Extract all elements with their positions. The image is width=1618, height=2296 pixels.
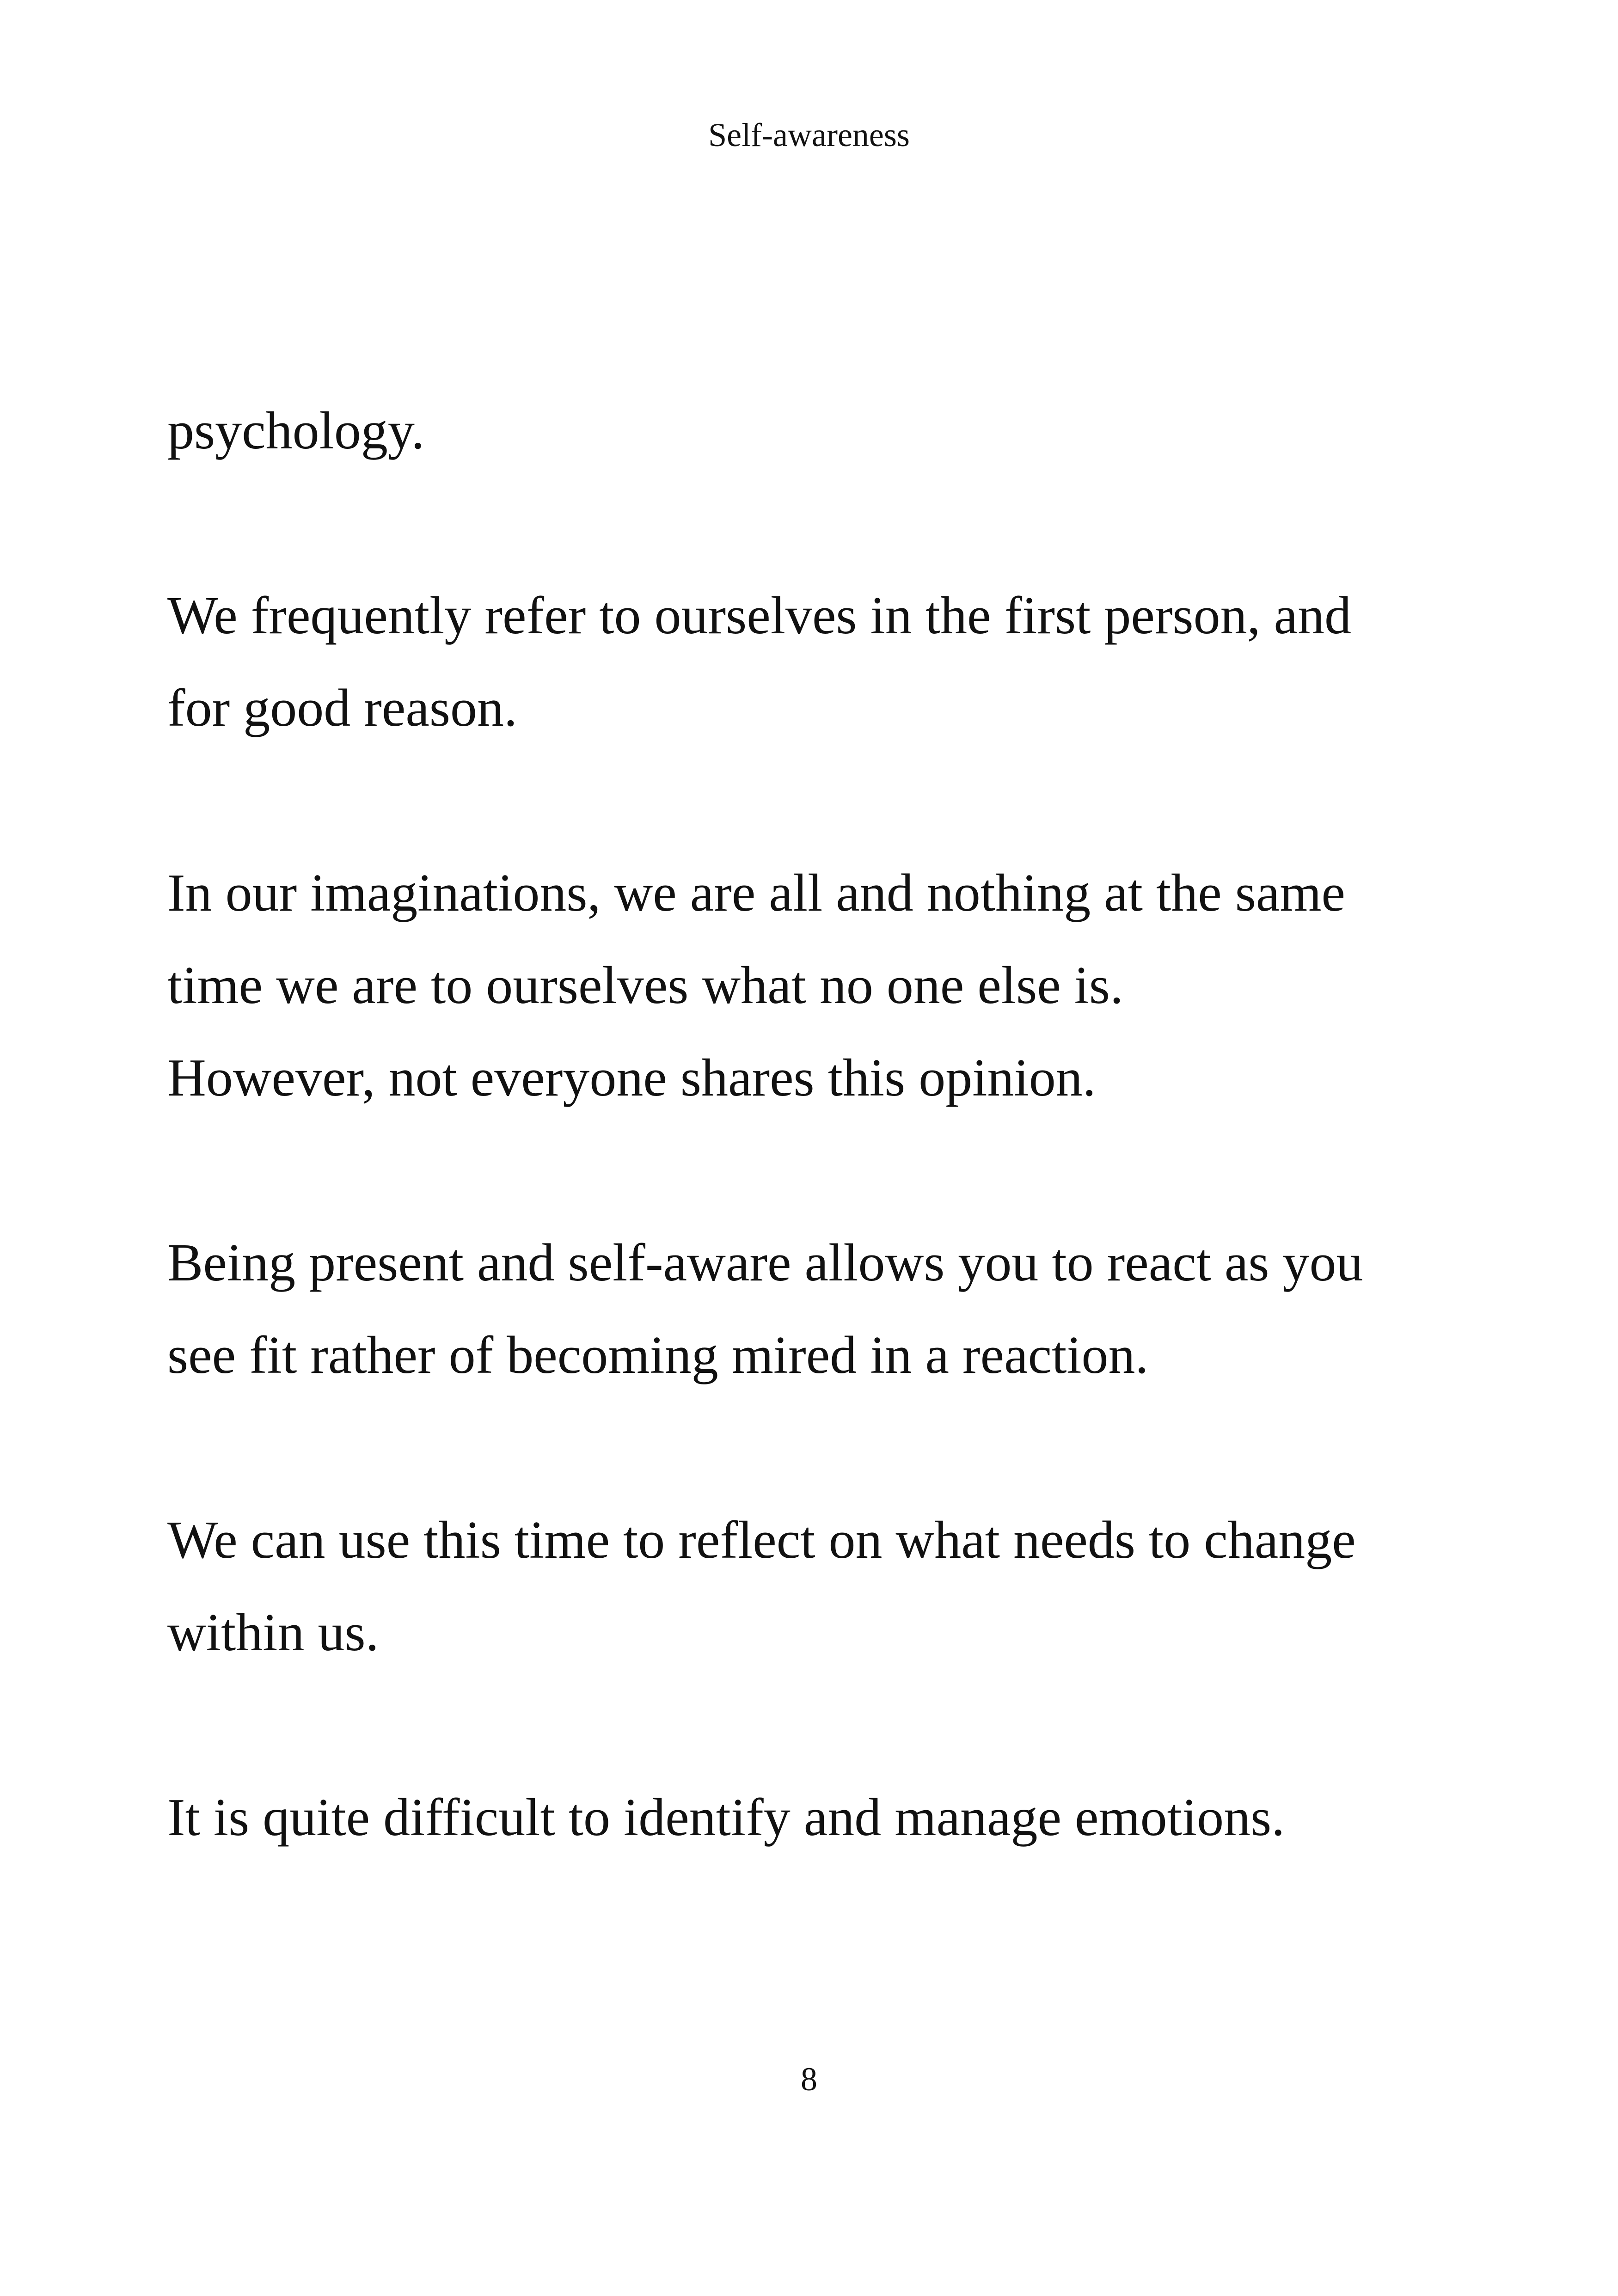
paragraph bbox=[167, 1217, 1439, 1402]
text-line: Being present and self-aware allows you to react as you bbox=[167, 1233, 1363, 1292]
text-line: for good reason. bbox=[167, 679, 518, 738]
text-line: We frequently refer to ourselves in the first person, and bbox=[167, 586, 1352, 645]
text-line: In our imaginations, we are all and nothing at the same bbox=[167, 863, 1346, 923]
paragraph bbox=[167, 1771, 1439, 1864]
text-line: We can use this time to reflect on what needs to change bbox=[167, 1511, 1356, 1570]
paragraph bbox=[167, 569, 1439, 754]
text-line: time we are to ourselves what no one else is. bbox=[167, 956, 1124, 1015]
text-line: psychology. bbox=[167, 401, 425, 460]
paragraph bbox=[167, 847, 1439, 1124]
text-line: see fit rather of becoming mired in a reaction. bbox=[167, 1326, 1149, 1385]
text-line: within us. bbox=[167, 1603, 379, 1662]
text-line: It is quite difficult to identify and manage emotions. bbox=[167, 1788, 1285, 1847]
paragraph bbox=[167, 1494, 1439, 1679]
running-header: Self-awareness bbox=[708, 116, 910, 153]
page-number: 8 bbox=[801, 2061, 817, 2098]
text-line: However, not everyone shares this opinion. bbox=[167, 1048, 1096, 1108]
paragraph bbox=[167, 385, 1439, 477]
